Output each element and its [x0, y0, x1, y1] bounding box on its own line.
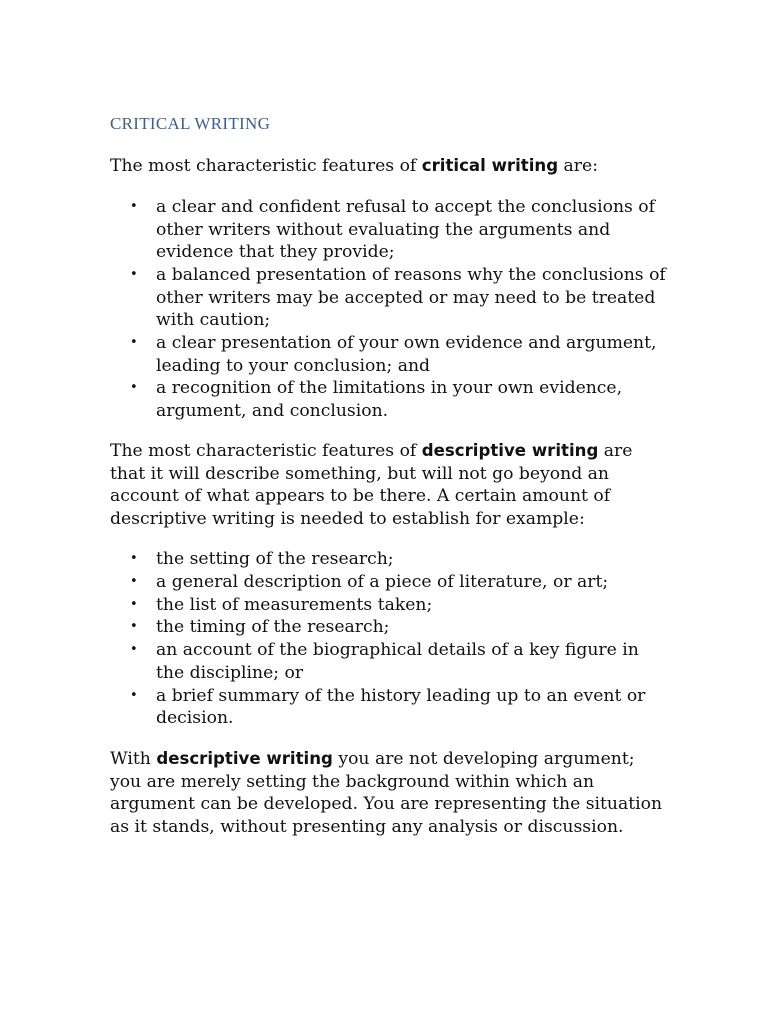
descriptive-paragraph	[110, 440, 670, 530]
intro-bold-term: critical writing	[421, 156, 559, 175]
critical-features-list	[110, 196, 670, 423]
descriptive-bold-term: descriptive writing	[421, 441, 599, 460]
list-item-text: a balanced presentation of reasons why the conclusions of other writers may be accepted or may need to be treated with caution;	[156, 264, 666, 331]
bullet-icon: •	[130, 596, 138, 612]
list-item	[110, 196, 670, 264]
list-item	[110, 685, 670, 730]
list-item-text: a brief summary of the history leading up to an event or decision.	[156, 685, 646, 729]
list-item	[110, 377, 670, 422]
bullet-icon: •	[130, 642, 138, 658]
list-item	[110, 594, 670, 617]
bullet-icon: •	[130, 687, 138, 703]
list-item	[110, 264, 670, 332]
list-item-text: a general description of a piece of literature, or art;	[156, 571, 609, 592]
intro-text-after: are:	[558, 156, 598, 176]
list-item-text: a clear and confident refusal to accept the conclusions of other writers without evaluating the arguments and evidence that they provide;	[156, 197, 656, 263]
bullet-icon: •	[130, 619, 138, 635]
list-item-text: the list of measurements taken;	[156, 594, 433, 615]
closing-bold-term: descriptive writing	[156, 749, 333, 768]
list-item	[110, 548, 670, 571]
list-item-text: the timing of the research;	[156, 617, 390, 638]
descriptive-examples-list	[110, 548, 670, 730]
list-item-text: a recognition of the limitations in your own evidence, argument, and conclusion.	[156, 378, 623, 421]
list-item	[110, 332, 670, 377]
bullet-icon: •	[130, 551, 138, 566]
list-item	[110, 639, 670, 684]
list-item	[110, 571, 670, 594]
bullet-icon: •	[130, 199, 138, 214]
bullet-icon: •	[130, 573, 138, 589]
bullet-icon: •	[130, 334, 138, 350]
descriptive-text-before: The most characteristic features of	[110, 441, 422, 461]
list-item	[110, 616, 670, 639]
closing-text-before: With	[110, 749, 157, 769]
bullet-icon: •	[130, 266, 138, 282]
descriptive-text-after: are that it will describe something, but will not go beyond an account of what appears to be there. A certain amount of descriptive writing is needed to establish for example:	[110, 441, 633, 529]
list-item-text: the setting of the research;	[156, 549, 394, 569]
intro-text-before: The most characteristic features of	[110, 156, 422, 176]
list-item-text: an account of the biographical details of a key figure in the discipline; or	[156, 640, 639, 683]
closing-text-after: you are not developing argument; you are merely setting the background within which an argument can be developed. You are representing the situation as it stands, without presenting any analysis or discussion.	[110, 749, 663, 837]
closing-paragraph	[110, 748, 670, 838]
section-heading: CRITICAL WRITING	[110, 114, 271, 133]
intro-paragraph	[110, 155, 670, 178]
list-item-text: a clear presentation of your own evidence and argument, leading to your conclusion; and	[156, 332, 657, 376]
bullet-icon: •	[130, 380, 138, 396]
